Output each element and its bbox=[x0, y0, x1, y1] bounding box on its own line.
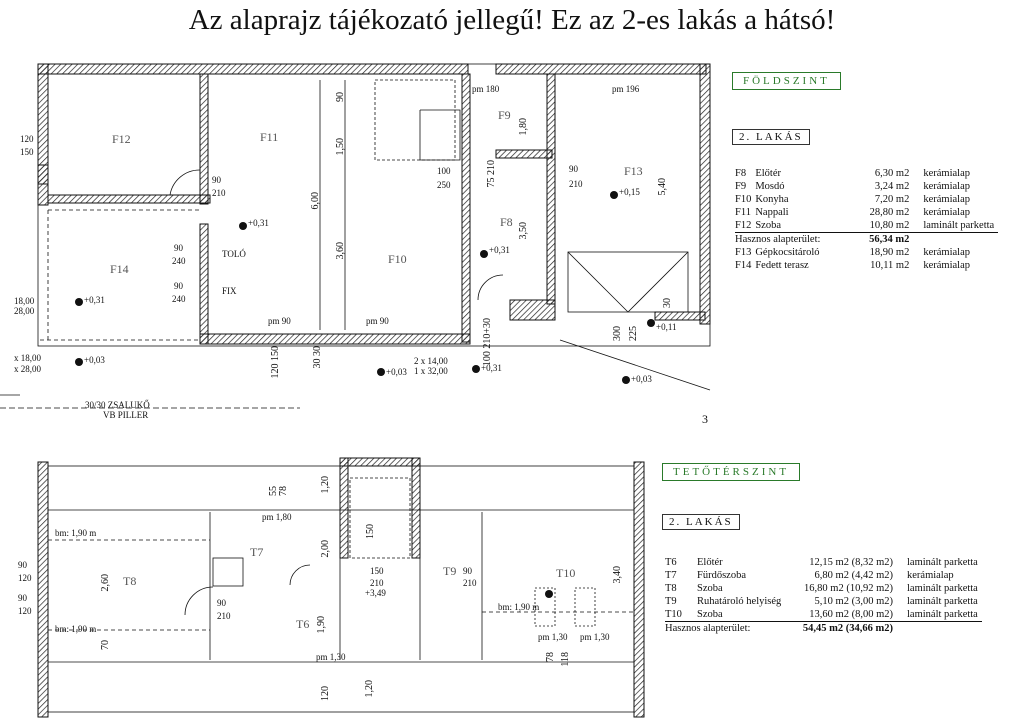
page-title: Az alaprajz tájékozató jellegű! Ez az 2-es lakás a hátsó! bbox=[188, 4, 836, 36]
wall bbox=[340, 458, 348, 558]
sill-label: pm 1,30 bbox=[580, 632, 610, 642]
sill-label: pm 90 bbox=[366, 316, 389, 326]
ground-room-table bbox=[735, 167, 998, 272]
level-mark: +0,15 bbox=[619, 187, 640, 197]
level-mark: +3,49 bbox=[365, 588, 386, 598]
wall bbox=[496, 64, 706, 74]
door-dim: 90 bbox=[463, 566, 472, 576]
wall bbox=[200, 224, 208, 344]
sill-label: pm 90 bbox=[268, 316, 291, 326]
door-dim: 210 bbox=[217, 611, 231, 621]
room-label-f10: F10 bbox=[388, 252, 407, 266]
dim-vertical: 118 bbox=[560, 652, 571, 667]
wall-dim: 120 bbox=[18, 573, 32, 583]
wall-dim: 90 bbox=[18, 593, 27, 603]
room-label-t9: T9 bbox=[443, 564, 457, 578]
table-row: F12 Szoba 10,80 m2 laminált parketta bbox=[735, 219, 998, 233]
table-row: F8 Előtér 6,30 m2 kerámialap bbox=[735, 168, 970, 179]
attic-unit-label: 2. LAKÁS bbox=[662, 514, 740, 530]
room-label-t6: T6 bbox=[296, 617, 310, 631]
table-row: T9 Ruhatároló helyiség 5,10 m2 (3,00 m2) laminált parketta bbox=[665, 596, 978, 607]
level-mark: +0,03 bbox=[631, 374, 652, 384]
door-dim: 210 bbox=[463, 578, 477, 588]
wall bbox=[340, 458, 420, 466]
dim-vertical: 1,20 bbox=[320, 476, 331, 494]
attic-header: TETŐTÉRSZINT bbox=[662, 463, 800, 481]
wall bbox=[200, 334, 470, 344]
pillar-label: 30/30 ZSALUKŐ bbox=[85, 400, 150, 410]
height-label: bm: 1,90 m bbox=[498, 602, 540, 612]
door-label-fix: FIX bbox=[222, 286, 237, 296]
dim-vertical: 150 bbox=[365, 524, 376, 539]
wall-dim: 150 bbox=[20, 147, 34, 157]
level-mark: +0,31 bbox=[481, 363, 502, 373]
wall-dim: x 28,00 bbox=[14, 364, 41, 374]
attic-room-table bbox=[665, 556, 982, 635]
level-mark: +0,31 bbox=[84, 295, 105, 305]
dim-vertical: 1,80 bbox=[518, 118, 529, 136]
dim-vertical: 70 bbox=[100, 640, 111, 650]
level-mark: +0,03 bbox=[84, 355, 105, 365]
wall bbox=[700, 64, 710, 324]
dim-vertical: 6,00 bbox=[310, 192, 321, 210]
door-dim: 100 bbox=[437, 166, 451, 176]
door-dim: 150 bbox=[370, 566, 384, 576]
table-row: F14 Fedett terasz 10,11 m2 kerámialap bbox=[735, 260, 970, 271]
dim-vertical: 2,60 bbox=[100, 574, 111, 592]
sill-label: pm 1,30 bbox=[538, 632, 568, 642]
door-dim: 90 bbox=[569, 164, 578, 174]
sill-label: pm 180 bbox=[472, 84, 500, 94]
window-label: 2 x 14,00 bbox=[414, 356, 448, 366]
table-row: T8 Szoba 16,80 m2 (10,92 m2) laminált parketta bbox=[665, 583, 978, 594]
door-dim: 90 bbox=[174, 243, 183, 253]
wall bbox=[38, 64, 468, 74]
dim-vertical: 3,60 bbox=[335, 242, 346, 260]
wall bbox=[634, 462, 644, 717]
room-label-f13: F13 bbox=[624, 164, 643, 178]
wall bbox=[200, 74, 208, 204]
room-label-t8: T8 bbox=[123, 574, 137, 588]
dim-vertical: 1,50 bbox=[335, 138, 346, 156]
door-dim: 210 bbox=[212, 188, 226, 198]
room-label-t10: T10 bbox=[556, 566, 576, 580]
height-label: bm: 1,90 m bbox=[55, 528, 97, 538]
door-dim: 210 bbox=[569, 179, 583, 189]
wall bbox=[510, 300, 555, 320]
dim-vertical: 300 bbox=[612, 326, 623, 341]
room-label-t7: T7 bbox=[250, 545, 264, 559]
door-dim: 240 bbox=[172, 294, 186, 304]
table-row: F10 Konyha 7,20 m2 kerámialap bbox=[735, 194, 970, 205]
dim-vertical: 5,40 bbox=[657, 178, 668, 196]
door-dim: 90 bbox=[174, 281, 183, 291]
sill-label: pm 196 bbox=[612, 84, 640, 94]
door-dim: 210 bbox=[370, 578, 384, 588]
wall-dim: 28,00 bbox=[14, 306, 35, 316]
dim-vertical: 2,00 bbox=[320, 540, 331, 558]
dim-vertical: 90 bbox=[335, 92, 346, 102]
door-dim: 250 bbox=[437, 180, 451, 190]
pillar-label: VB PILLER bbox=[103, 410, 149, 420]
door-label-tolo: TOLÓ bbox=[222, 249, 246, 259]
ground-unit-label: 2. LAKÁS bbox=[732, 129, 810, 145]
dim-vertical: 1,90 bbox=[316, 616, 327, 634]
dim-vertical: 78 bbox=[278, 486, 289, 496]
table-row: T7 Fürdőszoba 6,80 m2 (4,42 m2) kerámialap bbox=[665, 570, 954, 581]
sill-label: pm 1,30 bbox=[316, 652, 346, 662]
dim-vertical: 100 210+30 bbox=[482, 318, 493, 367]
dim-vertical: 30 30 bbox=[312, 346, 323, 369]
wall-dim: x 18,00 bbox=[14, 353, 41, 363]
room-label-f12: F12 bbox=[112, 132, 131, 146]
wall-dim: 120 bbox=[20, 134, 34, 144]
dim-vertical: 75 210 bbox=[486, 160, 497, 188]
wall bbox=[48, 195, 210, 203]
wall-dim: 18,00 bbox=[14, 296, 35, 306]
level-mark: +0,31 bbox=[489, 245, 510, 255]
room-label-f8: F8 bbox=[500, 215, 513, 229]
sill-label: pm 1,80 bbox=[262, 512, 292, 522]
dim-vertical: 3,40 bbox=[612, 566, 623, 584]
dim-vertical: 30 bbox=[662, 298, 673, 308]
level-mark: +0,31 bbox=[248, 218, 269, 228]
wall bbox=[462, 74, 470, 342]
door-dim: 90 bbox=[212, 175, 221, 185]
table-row: F9 Mosdó 3,24 m2 kerámialap bbox=[735, 181, 970, 192]
table-row: F13 Gépkocsitároló 18,90 m2 kerámialap bbox=[735, 247, 970, 258]
window-label: 1 x 32,00 bbox=[414, 366, 448, 376]
table-row-total: Hasznos alapterület: 54,45 m2 (34,66 m2) bbox=[665, 623, 893, 634]
dim-vertical: 1,20 bbox=[364, 680, 375, 698]
table-row-total: Hasznos alapterület: 56,34 m2 bbox=[735, 234, 910, 245]
dim-vertical: 120 bbox=[320, 686, 331, 701]
height-label: bm: 1,90 m bbox=[55, 624, 97, 634]
dim-vertical: 120 150 bbox=[270, 346, 281, 379]
dim-vertical: 225 bbox=[628, 326, 639, 341]
door-dim: 90 bbox=[217, 598, 226, 608]
dim-vertical: 3,50 bbox=[518, 222, 529, 240]
table-row: T10 Szoba 13,60 m2 (8,00 m2) laminált parketta bbox=[665, 608, 982, 622]
wall bbox=[496, 150, 552, 158]
wall bbox=[655, 312, 705, 320]
wall bbox=[38, 165, 48, 205]
table-row: T6 Előtér 12,15 m2 (8,32 m2) laminált parketta bbox=[665, 557, 978, 568]
ground-floor-header: FÖLDSZINT bbox=[732, 72, 841, 90]
room-label-f14: F14 bbox=[110, 262, 129, 276]
wall bbox=[412, 458, 420, 558]
door-dim: 240 bbox=[172, 256, 186, 266]
dim-vertical: 78 bbox=[545, 652, 556, 662]
section-mark: 3 bbox=[702, 412, 708, 426]
wall bbox=[547, 74, 555, 304]
wall-dim: 120 bbox=[18, 606, 32, 616]
table-row: F11 Nappali 28,80 m2 kerámialap bbox=[735, 207, 970, 218]
level-mark: +0,03 bbox=[386, 367, 407, 377]
room-label-f11: F11 bbox=[260, 130, 279, 144]
dim-vertical: 55 bbox=[268, 486, 279, 496]
room-label-f9: F9 bbox=[498, 108, 511, 122]
wall-dim: 90 bbox=[18, 560, 27, 570]
level-mark: +0,11 bbox=[656, 322, 677, 332]
wall bbox=[38, 462, 48, 717]
